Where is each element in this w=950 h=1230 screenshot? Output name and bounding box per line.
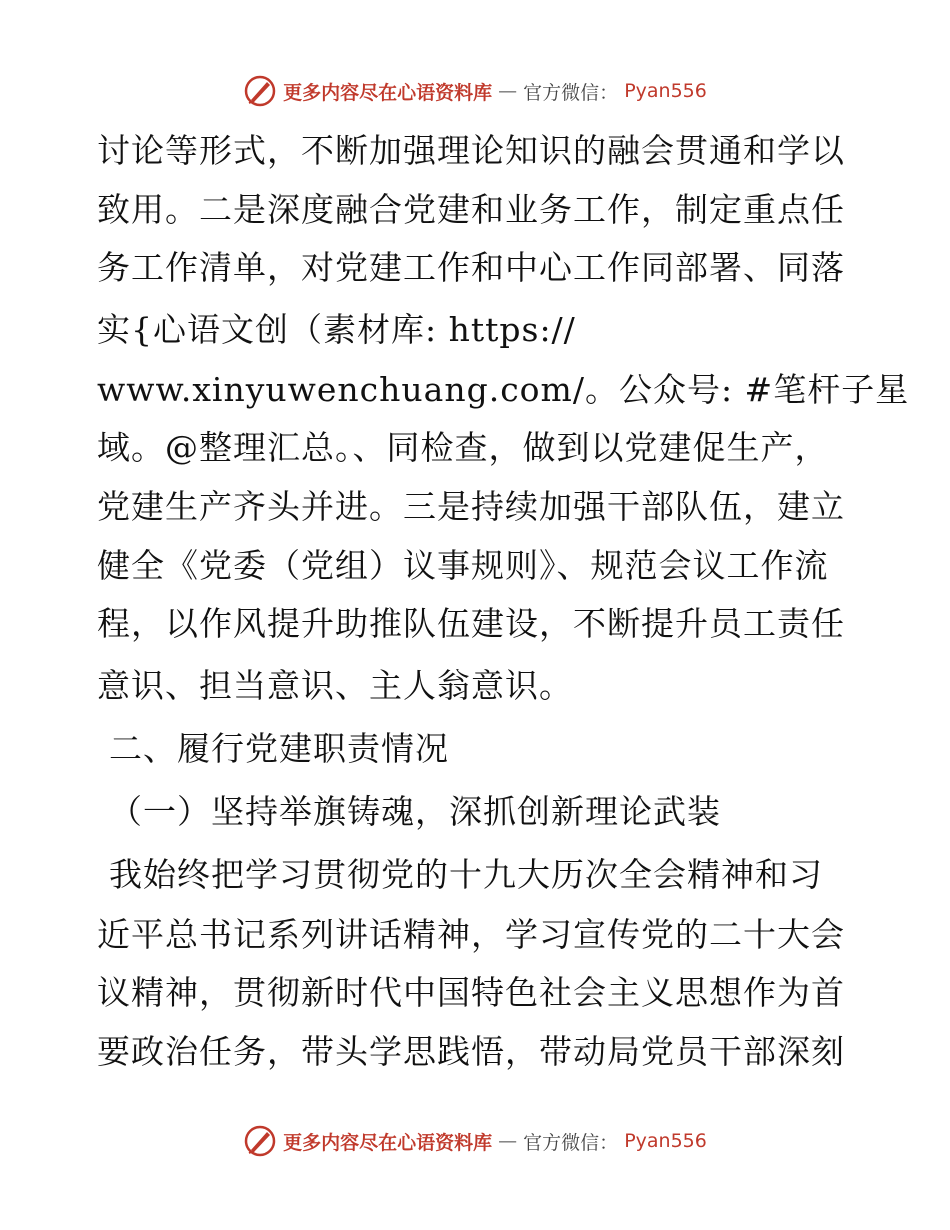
banner-dash: — [498, 1130, 518, 1152]
text-line: 意识、担当意识、主人翁意识。 [97, 665, 573, 705]
quill-logo-icon [243, 74, 277, 108]
banner-official-label: 官方微信： [523, 1131, 619, 1154]
banner-dash: — [498, 80, 518, 102]
text-line: 程，以作风提升助推队伍建设，不断提升员工责任 [97, 604, 845, 644]
subsection-heading: （一）坚持举旗铸魂，深抓创新理论武装 [109, 791, 721, 831]
text-line: 讨论等形式，不断加强理论知识的融会贯通和学以 [97, 131, 845, 170]
text-line: 健全《党委（党组）议事规则》、规范会议工作流 [97, 545, 829, 585]
text-line: 实{心语文创（素材库: https:// [97, 309, 576, 349]
section-heading: 二、履行党建职责情况 [109, 728, 449, 768]
document-body [97, 122, 910, 1082]
quill-logo-icon [243, 1124, 277, 1158]
text-line: 议精神，贯彻新时代中国特色社会主义思想作为首 [97, 973, 845, 1013]
banner-wechat-id: Pyan556 [624, 1130, 707, 1152]
banner-promo-text: 更多内容尽在心语资料库 [283, 1131, 493, 1154]
text-line: 我始终把学习贯彻党的十九大历次全会精神和习 [109, 854, 823, 894]
paragraph-2 [97, 843, 857, 1082]
paragraph-1 [97, 122, 910, 717]
footer-banner [0, 1124, 950, 1158]
banner-promo-text: 更多内容尽在心语资料库 [283, 81, 493, 104]
header-banner [0, 74, 950, 108]
text-line: 党建生产齐头并进。三是持续加强干部队伍，建立 [97, 486, 845, 526]
banner-official-label: 官方微信： [523, 81, 619, 104]
text-line: 域。@整理汇总。、同检查，做到以党建促生产， [97, 428, 829, 468]
text-line: 务工作清单，对党建工作和中心工作同部署、同落 [97, 248, 845, 288]
text-line: 要政治任务，带头学思践悟，带动局党员干部深刻 [97, 1031, 845, 1071]
text-line: 近平总书记系列讲话精神，学习宣传党的二十大会 [97, 914, 845, 954]
text-line: 致用。二是深度融合党建和业务工作，制定重点任 [97, 189, 845, 229]
text-line: www.xinyuwenchuang.com/。公众号: #笔杆子星 [97, 369, 910, 409]
banner-wechat-id: Pyan556 [624, 80, 707, 102]
